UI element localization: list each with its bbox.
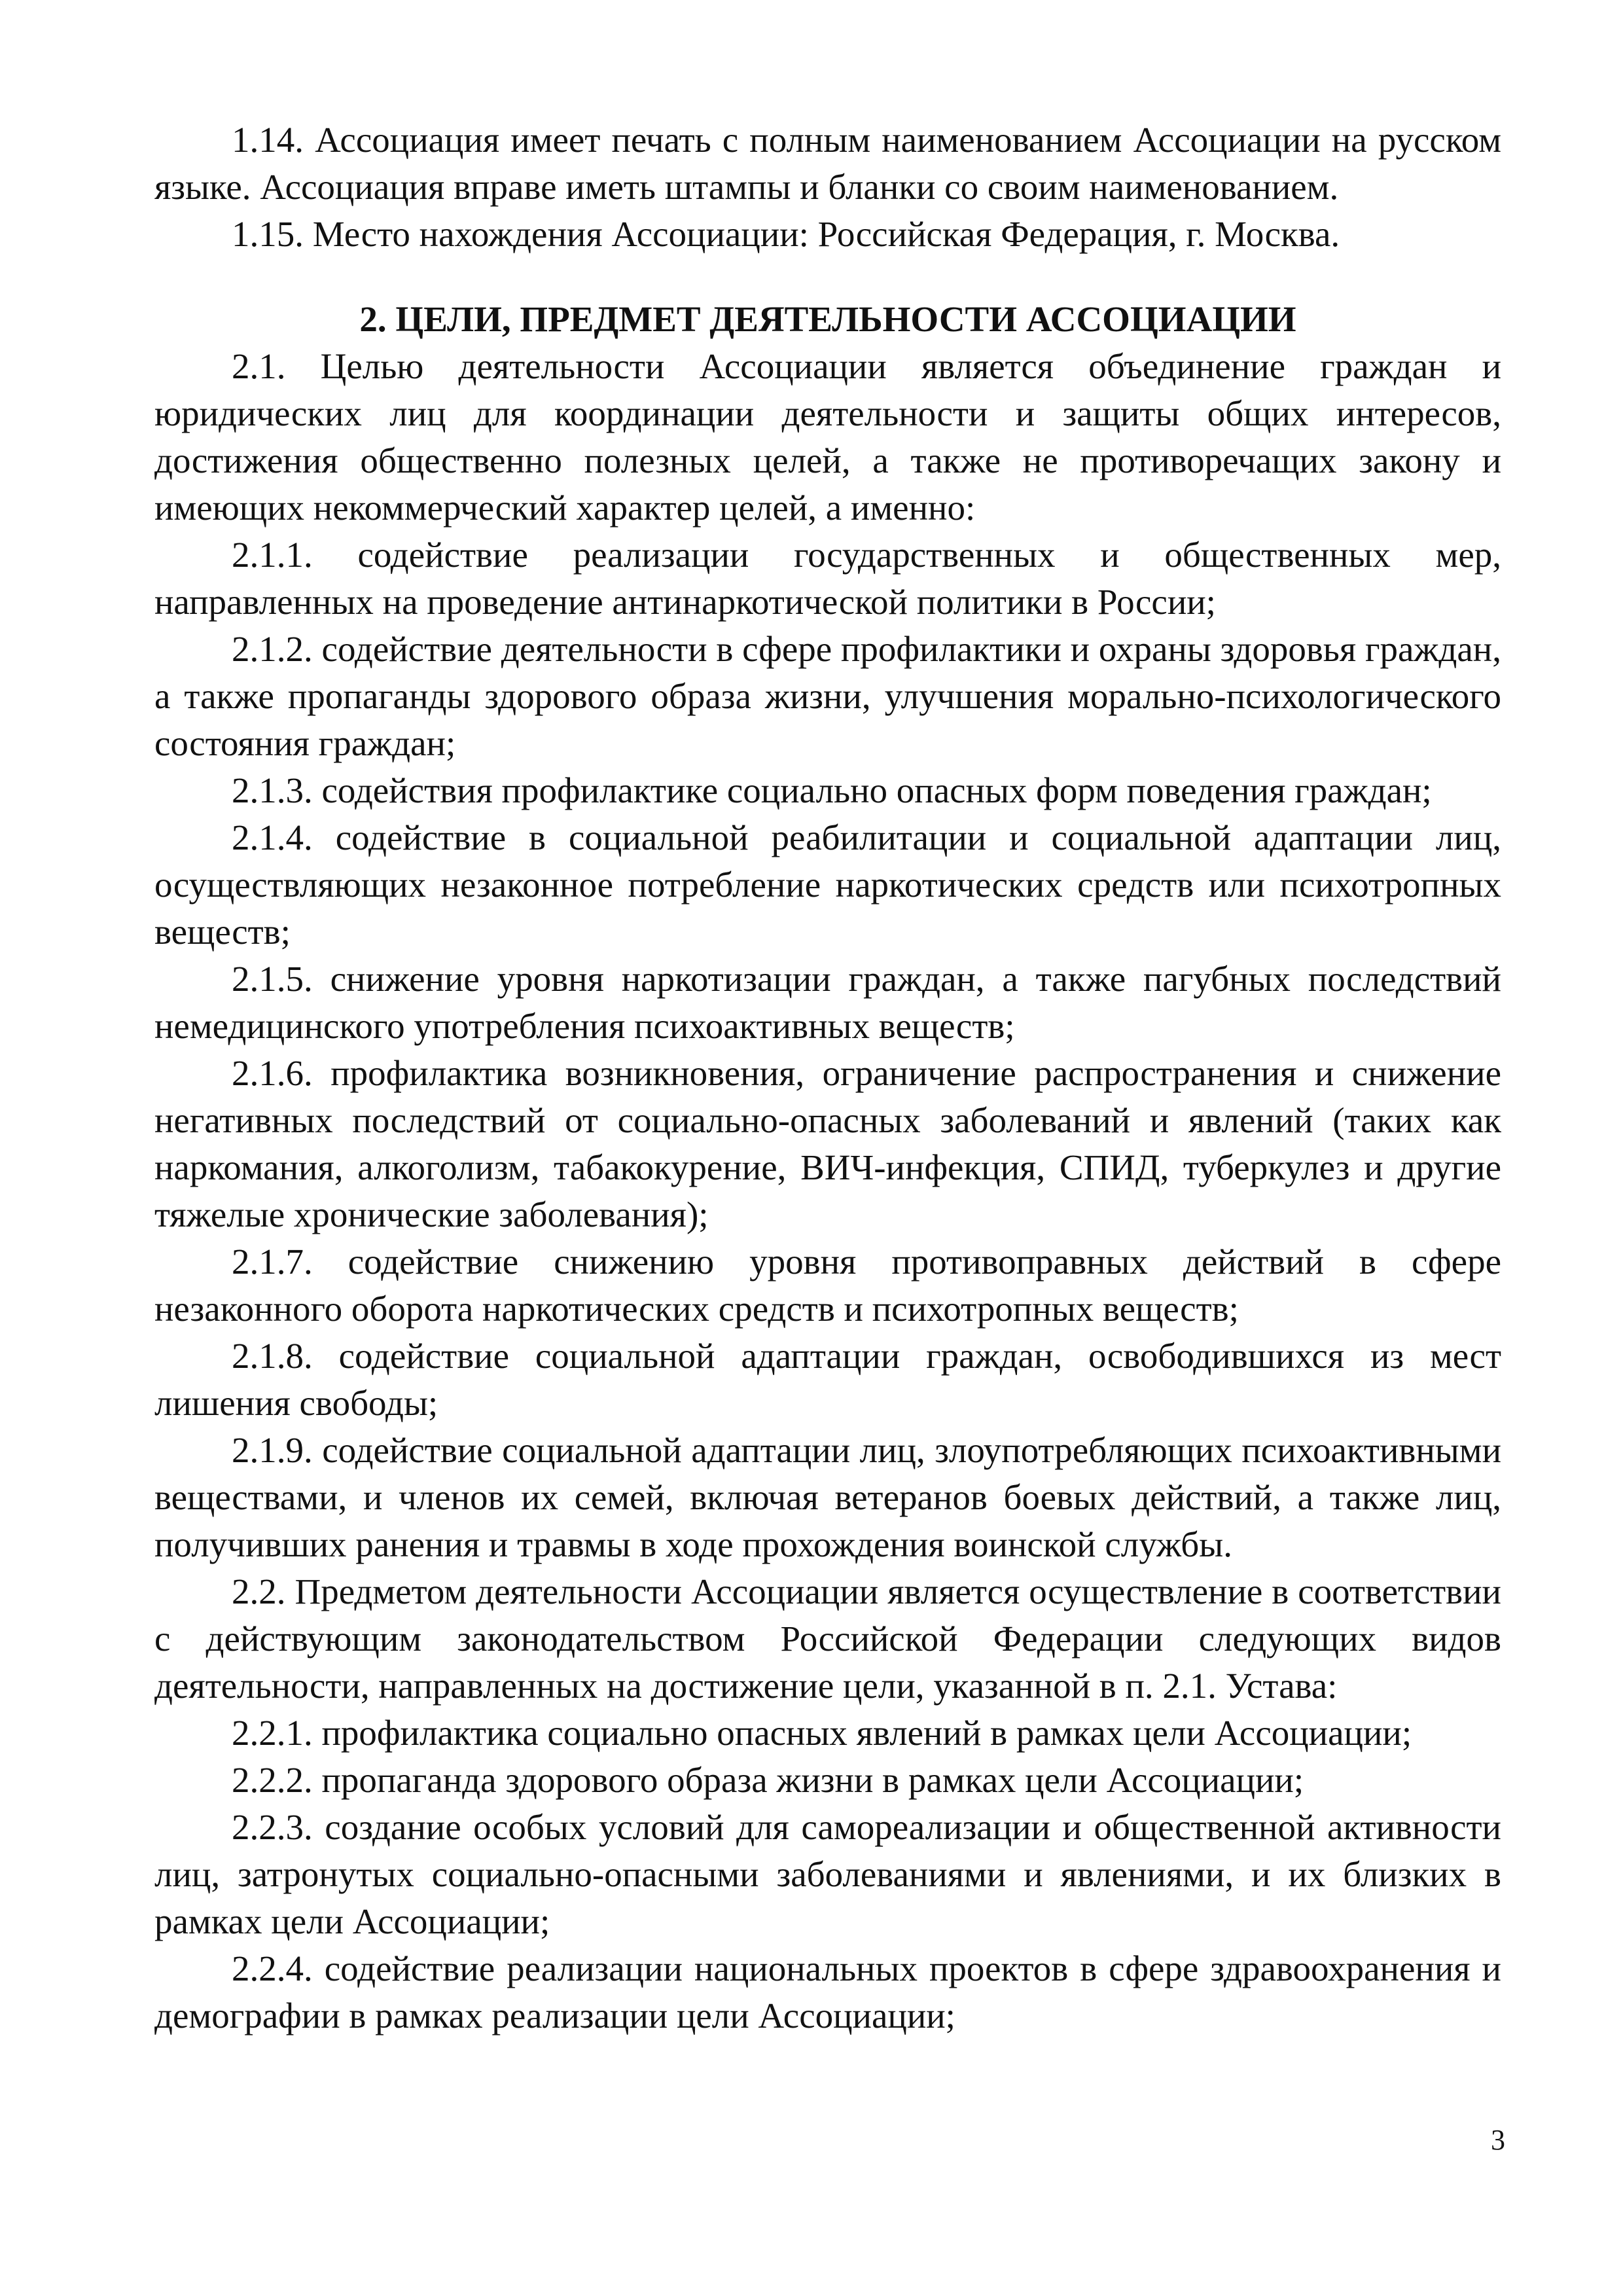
paragraph-2-2-3: 2.2.3. создание особых условий для самореализации и общественной активности лиц, затронутых социально-опасными заболеваниями и явлениями, и их близких в рамках цели Ассоциации; (154, 1807, 1501, 1941)
paragraph-2-2-4: 2.2.4. содействие реализации национальных проектов в сфере здравоохранения и демографии в рамках реализации цели Ассоциации; (154, 1948, 1501, 2036)
paragraph-2-1-6: 2.1.6. профилактика возникновения, ограничение распространения и снижение негативных последствий от социально-опасных заболеваний и явлений (таких как наркомания, алкоголизм, табакокурение, ВИЧ-инфекция, СПИД, туберкулез и другие тяжелые хронические заболевания); (154, 1053, 1501, 1234)
paragraph-1-15: 1.15. Место нахождения Ассоциации: Российская Федерация, г. Москва. (232, 214, 1340, 254)
page-number: 3 (1491, 2124, 1505, 2156)
paragraph-2-1: 2.1. Целью деятельности Ассоциации является объединение граждан и юридических лиц для координации деятельности и защиты общих интересов, достижения общественно полезных целей, а также не противоречащих закону и имеющих некоммерческий характер целей, а именно: (154, 346, 1501, 528)
paragraph-2-1-5: 2.1.5. снижение уровня наркотизации граждан, а также пагубных последствий немедицинского употребления психоактивных веществ; (154, 959, 1501, 1046)
paragraph-1-14: 1.14. Ассоциация имеет печать с полным наименованием Ассоциации на русском языке. Ассоциация вправе иметь штампы и бланки со своим наименованием. (154, 120, 1501, 207)
paragraph-2-2: 2.2. Предметом деятельности Ассоциации является осуществление в соответствии с действующим законодательством Российской Федерации следующих видов деятельности, направленных на достижение цели, указанной в п. 2.1. Устава: (154, 1571, 1501, 1706)
document-page (154, 117, 1501, 2039)
paragraph-2-2-2: 2.2.2. пропаганда здорового образа жизни в рамках цели Ассоциации; (232, 1760, 1304, 1800)
paragraph-2-1-4: 2.1.4. содействие в социальной реабилитации и социальной адаптации лиц, осуществляющих незаконное потребление наркотических средств или психотропных веществ; (154, 817, 1501, 952)
paragraph-2-1-1: 2.1.1. содействие реализации государственных и общественных мер, направленных на проведение антинаркотической политики в России; (154, 535, 1501, 622)
paragraph-2-1-2: 2.1.2. содействие деятельности в сфере профилактики и охраны здоровья граждан, а также пропаганды здорового образа жизни, улучшения морально-психологического состояния граждан; (154, 629, 1501, 763)
paragraph-2-1-9: 2.1.9. содействие социальной адаптации лиц, злоупотребляющих психоактивными веществами, и членов их семей, включая ветеранов боевых действий, а также лиц, получивших ранения и травмы в ходе прохождения воинской службы. (154, 1430, 1501, 1564)
paragraph-2-1-7: 2.1.7. содействие снижению уровня противоправных действий в сфере незаконного оборота наркотических средств и психотропных веществ; (154, 1242, 1501, 1329)
paragraph-2-1-3: 2.1.3. содействия профилактике социально опасных форм поведения граждан; (232, 770, 1432, 810)
section-heading: 2. ЦЕЛИ, ПРЕДМЕТ ДЕЯТЕЛЬНОСТИ АССОЦИАЦИИ (359, 299, 1296, 339)
paragraph-2-2-1: 2.2.1. профилактика социально опасных явлений в рамках цели Ассоциации; (232, 1713, 1412, 1753)
paragraph-2-1-8: 2.1.8. содействие социальной адаптации граждан, освободившихся из мест лишения свободы; (154, 1336, 1501, 1423)
